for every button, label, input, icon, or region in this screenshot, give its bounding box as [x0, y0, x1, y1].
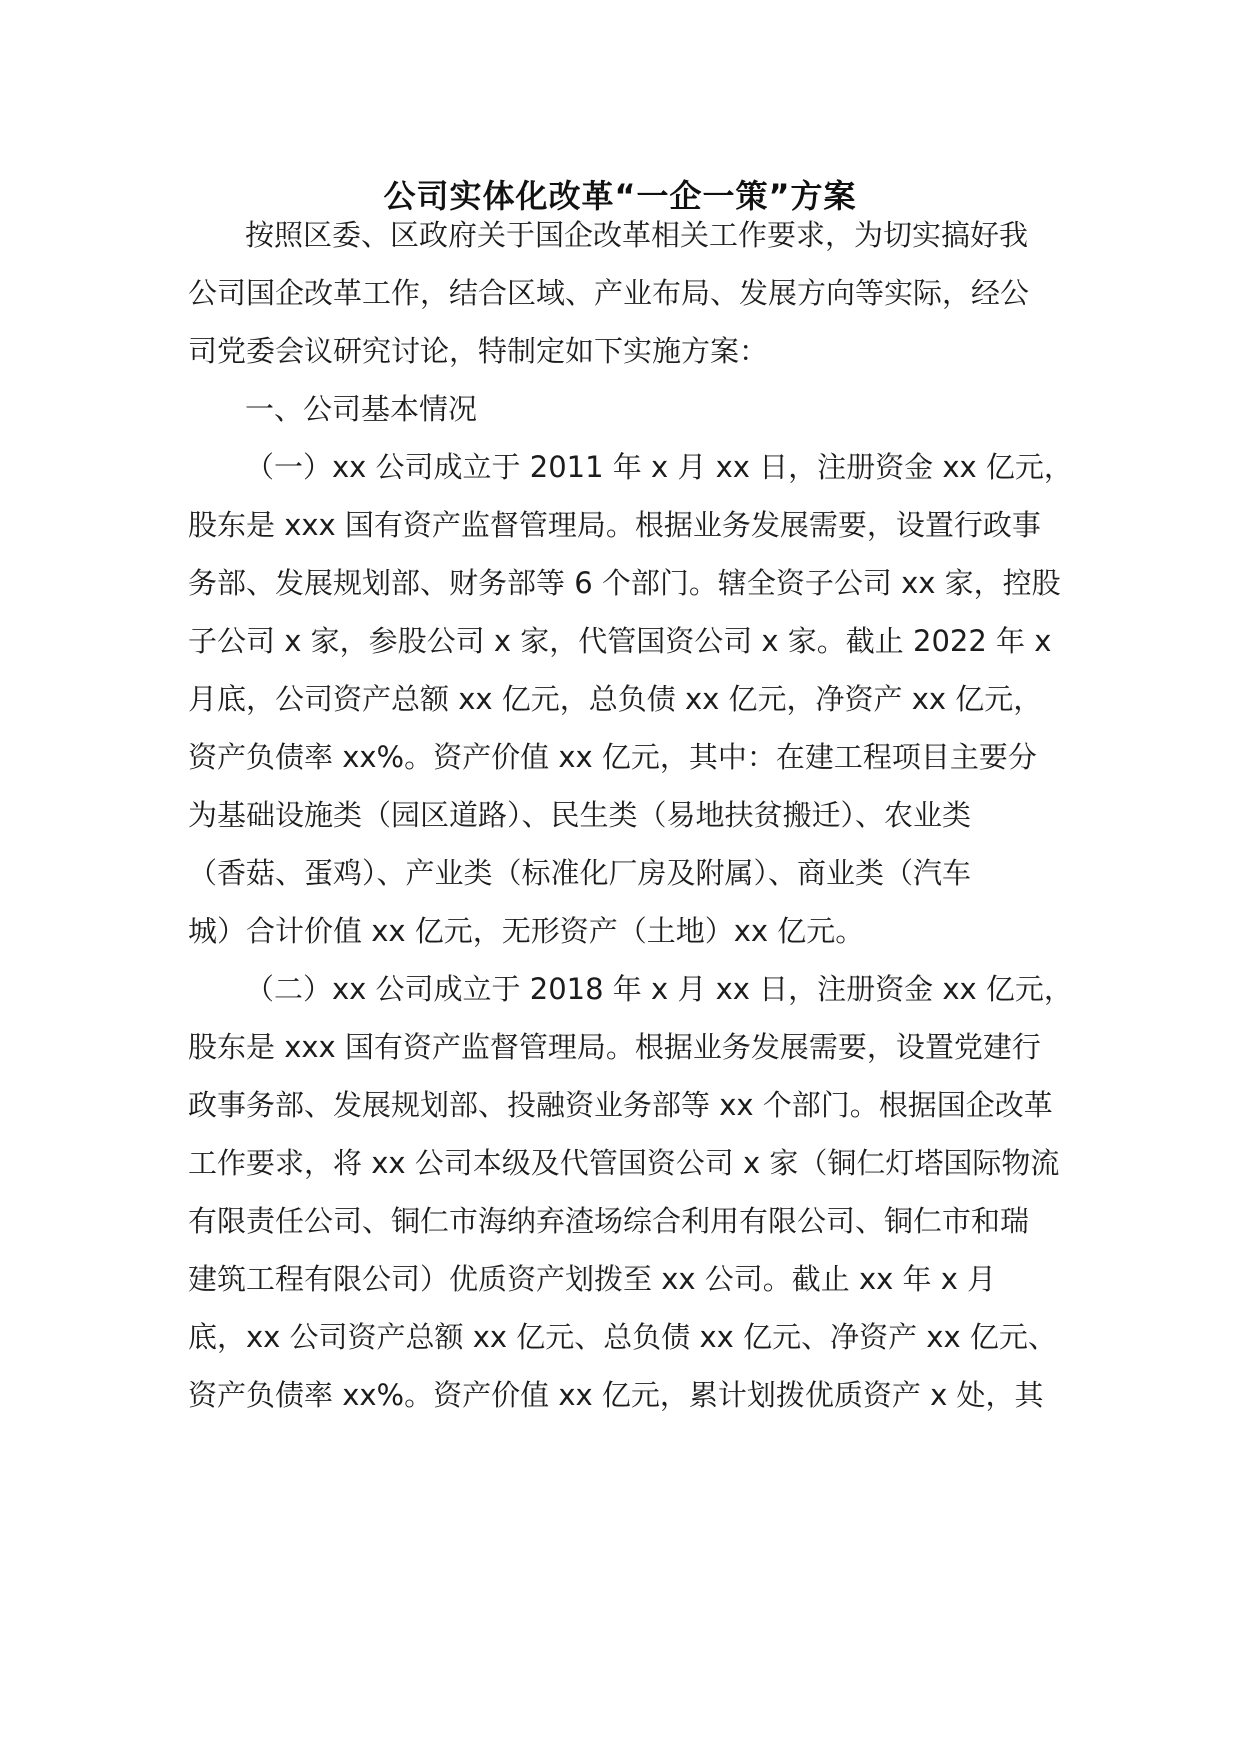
paragraph-line: （香菇、蛋鸡）、产业类（标准化厂房及附属）、商业类（汽车 — [188, 856, 972, 890]
document-title: 公司实体化改革“一企一策”方案 — [383, 177, 857, 215]
paragraph-line: 公司国企改革工作，结合区域、产业布局、发展方向等实际，经公 — [188, 276, 1030, 310]
section-heading: 一、公司基本情况 — [245, 392, 478, 426]
paragraph-line: 务部、发展规划部、财务部等 6 个部门。辖全资子公司 xx 家，控股 — [188, 566, 1061, 600]
paragraph-line: 资产负债率 xx%。资产价值 xx 亿元，其中：在建工程项目主要分 — [188, 740, 1037, 774]
paragraph-line: 子公司 x 家，参股公司 x 家，代管国资公司 x 家。截止 2022 年 x — [188, 624, 1052, 658]
paragraph-line: 城）合计价值 xx 亿元，无形资产（土地）xx 亿元。 — [188, 914, 865, 948]
paragraph-line: （一）xx 公司成立于 2011 年 x 月 xx 日，注册资金 xx 亿元， — [245, 450, 1073, 484]
paragraph-line: （二）xx 公司成立于 2018 年 x 月 xx 日，注册资金 xx 亿元， — [245, 972, 1073, 1006]
paragraph-line: 按照区委、区政府关于国企改革相关工作要求，为切实搞好我 — [245, 218, 1029, 252]
paragraph-line: 工作要求，将 xx 公司本级及代管国资公司 x 家（铜仁灯塔国际物流 — [188, 1146, 1060, 1180]
paragraph-line: 资产负债率 xx%。资产价值 xx 亿元，累计划拨优质资产 x 处，其 — [188, 1378, 1044, 1412]
paragraph-line: 股东是 xxx 国有资产监督管理局。根据业务发展需要，设置党建行 — [188, 1030, 1041, 1064]
paragraph-line: 司党委会议研究讨论，特制定如下实施方案： — [188, 334, 769, 368]
paragraph-line: 为基础设施类（园区道路）、民生类（易地扶贫搬迁）、农业类 — [188, 798, 972, 832]
paragraph-line: 股东是 xxx 国有资产监督管理局。根据业务发展需要，设置行政事 — [188, 508, 1041, 542]
paragraph-line: 底，xx 公司资产总额 xx 亿元、总负债 xx 亿元、净资产 xx 亿元、 — [188, 1320, 1057, 1354]
paragraph-line: 政事务部、发展规划部、投融资业务部等 xx 个部门。根据国企改革 — [188, 1088, 1053, 1122]
paragraph-line: 月底，公司资产总额 xx 亿元，总负债 xx 亿元，净资产 xx 亿元， — [188, 682, 1043, 716]
paragraph-line: 建筑工程有限公司）优质资产划拨至 xx 公司。截止 xx 年 x 月 — [188, 1262, 997, 1296]
paragraph-line: 有限责任公司、铜仁市海纳弃渣场综合利用有限公司、铜仁市和瑞 — [188, 1204, 1030, 1238]
